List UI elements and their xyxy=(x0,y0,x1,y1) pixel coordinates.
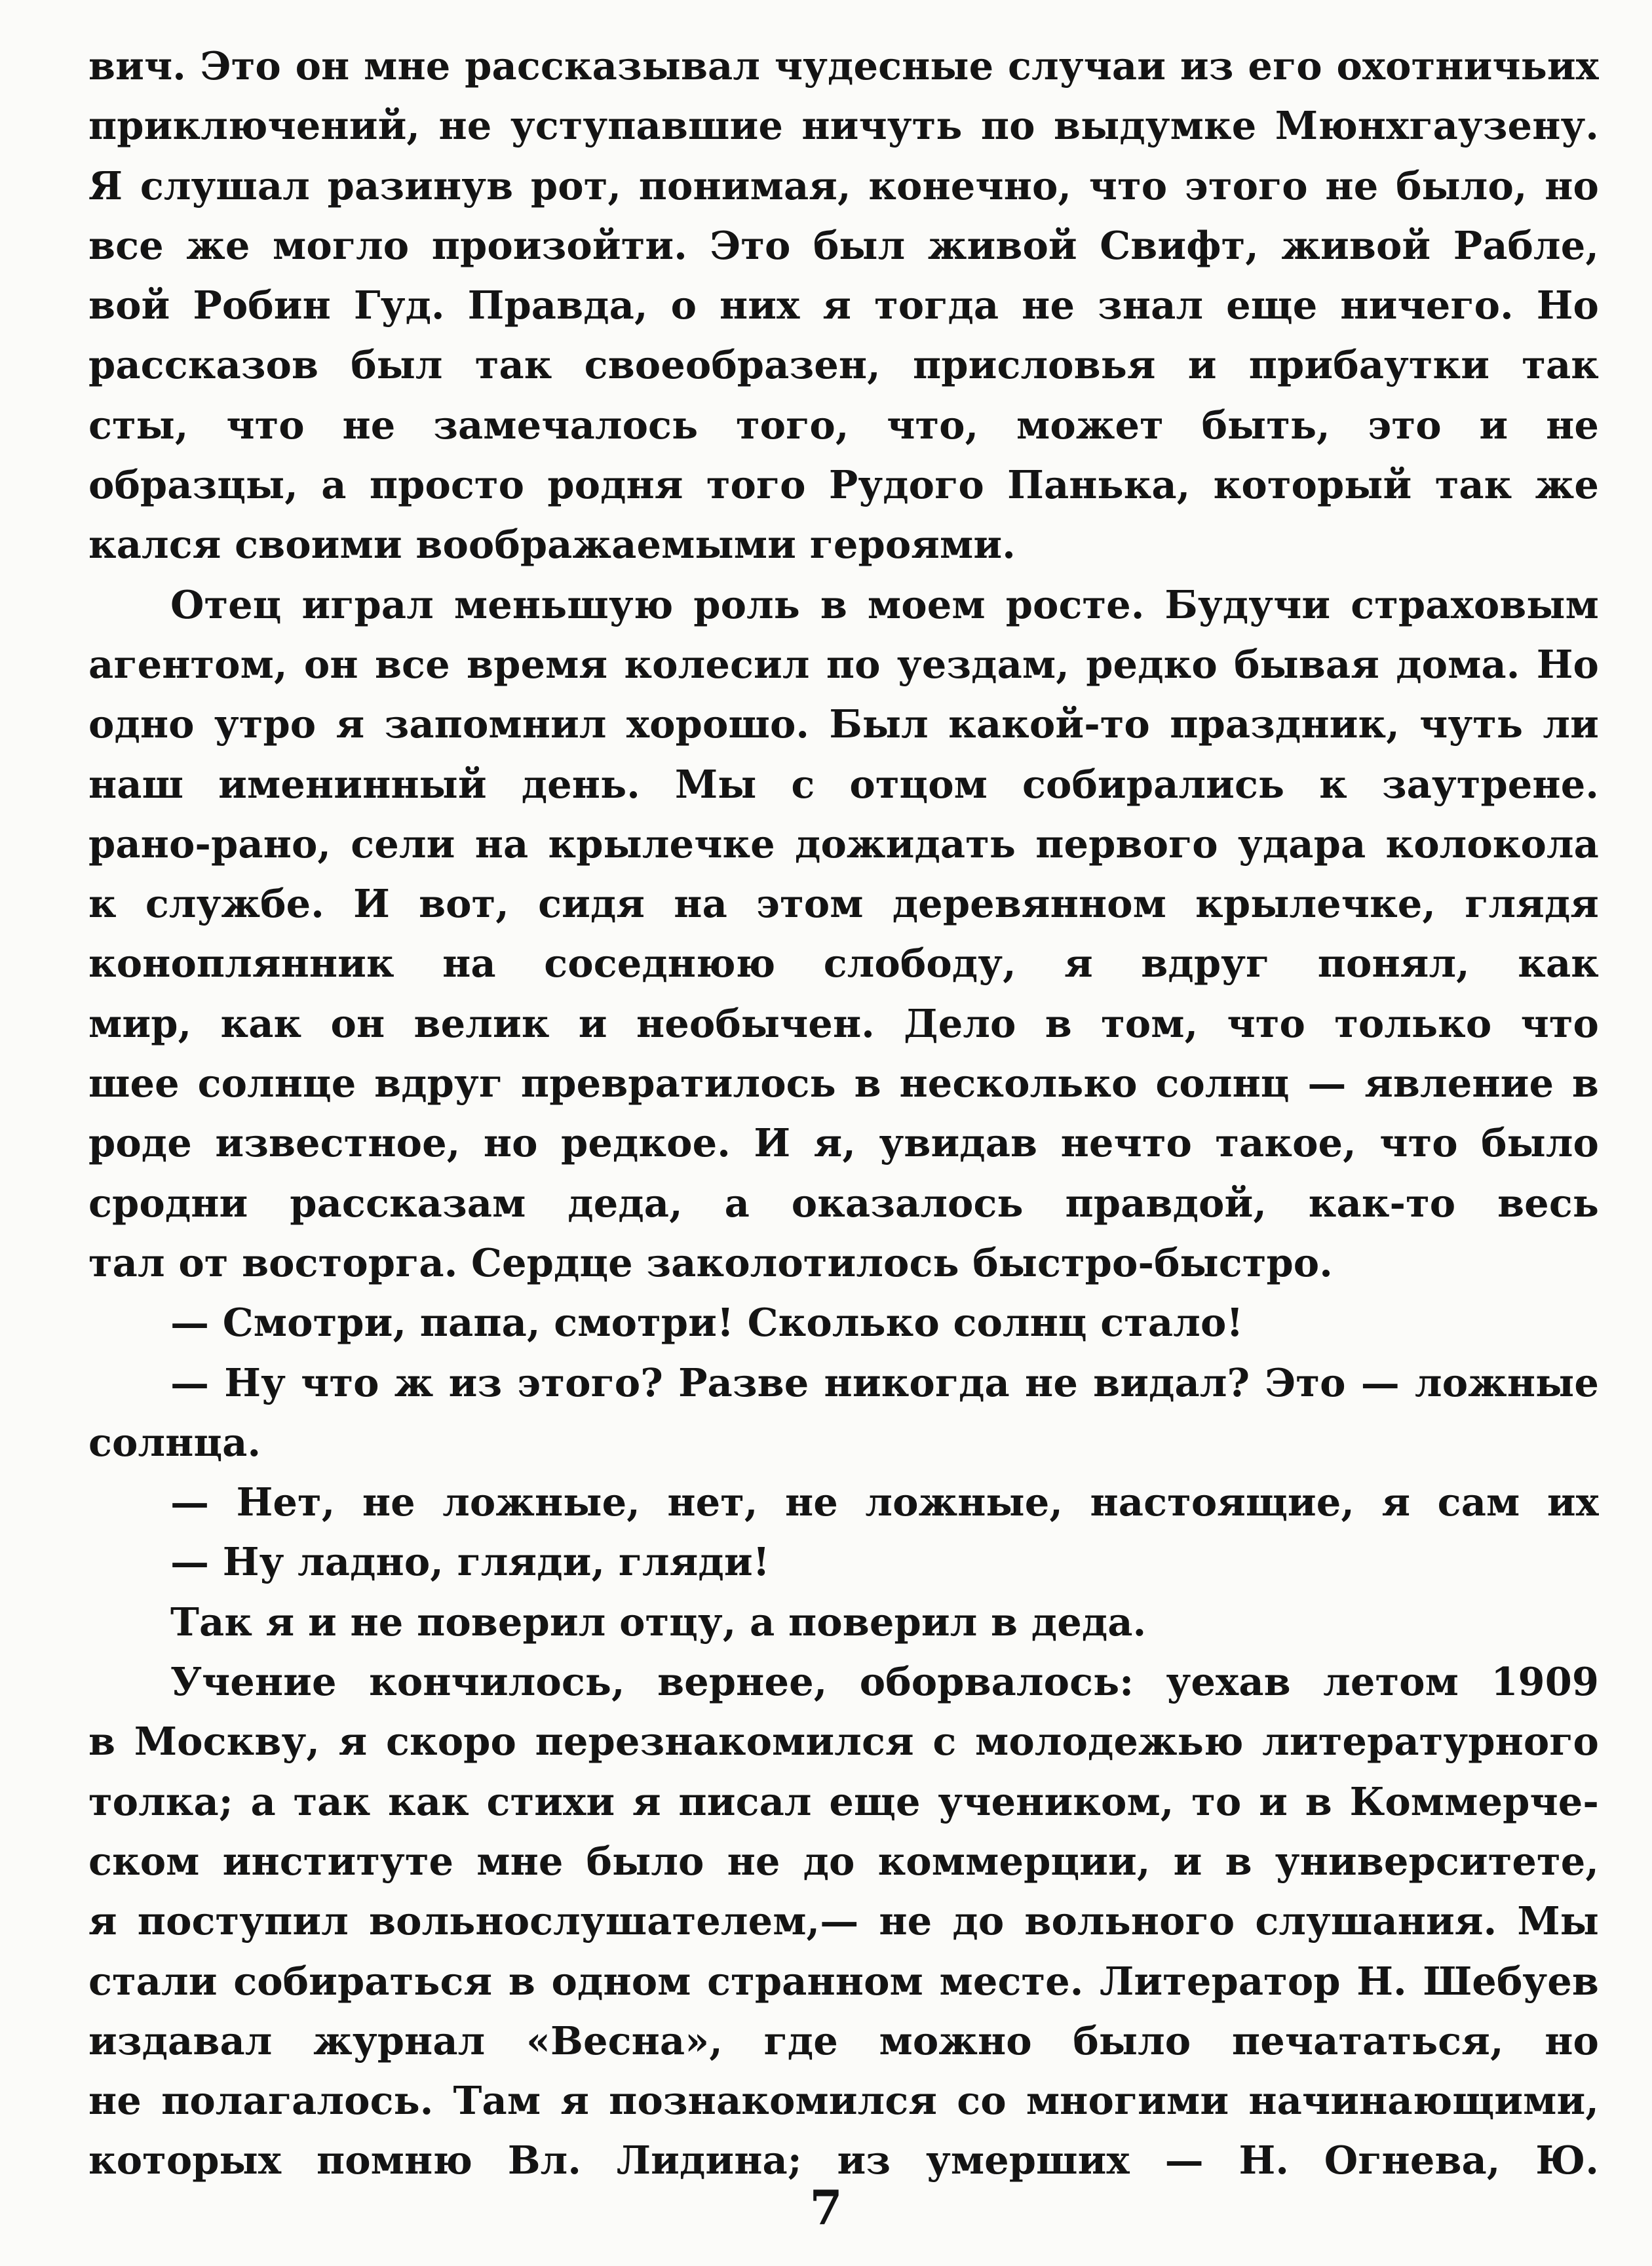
text-line: которых помню Вл. Лидина; из умерших — Н. Огнева, Ю. xyxy=(88,2138,1599,2183)
text-line: к службе. И вот, сидя на этом деревянном крылечке, глядя xyxy=(88,881,1599,927)
text-line: издавал журнал «Весна», где можно было печататься, но xyxy=(88,2018,1599,2063)
text-line: я поступил вольнослушателем,— не до вольного слушания. Мы xyxy=(88,1898,1599,1944)
text-line: солнца. xyxy=(88,1419,261,1465)
text-line: все же могло произойти. Это был живой Свифт, живой Рабле, xyxy=(88,222,1599,268)
text-line: — Ну ладно, гляди, гляди! xyxy=(170,1539,770,1585)
text-line: тал от восторга. Сердце заколотилось быстро-быстро. xyxy=(88,1240,1333,1285)
text-line: толка; а так как стихи я писал еще учеником, то и в Коммерче- xyxy=(88,1778,1599,1824)
text-line: наш именинный день. Мы с отцом собирались к заутрене. xyxy=(88,761,1599,807)
text-line: стали собираться в одном странном месте. Литератор Н. Шебуев xyxy=(88,1958,1599,2004)
text-line: рано-рано, сели на крылечке дожидать первого удара колокола xyxy=(88,821,1599,867)
body-text xyxy=(88,36,1599,2191)
text-line: образцы, а просто родня того Рудого Панька, который так же xyxy=(88,462,1599,508)
text-line: Учение кончилось, вернее, оборвалось: уехав летом 1909 xyxy=(170,1659,1599,1705)
text-line: Отец играл меньшую роль в моем росте. Будучи страховым xyxy=(170,581,1599,627)
text-line: — Смотри, папа, смотри! Сколько солнц стало! xyxy=(170,1300,1244,1346)
text-line: в Москву, я скоро перезнакомился с молодежью литературного xyxy=(88,1719,1599,1765)
text-line: шее солнце вдруг превратилось в несколько солнц — явление в xyxy=(88,1061,1599,1106)
text-line: вич. Это он мне рассказывал чудесные случаи из его охотничьих xyxy=(88,43,1599,88)
text-line: вой Робин Гуд. Правда, о них я тогда не знал еще ничего. Но xyxy=(88,283,1599,328)
text-line: кался своими воображаемыми героями. xyxy=(88,522,1016,568)
text-line: не полагалось. Там я познакомился со многими начинающими, xyxy=(88,2078,1599,2124)
text-line: одно утро я запомнил хорошо. Был какой-то праздник, чуть ли xyxy=(88,701,1599,747)
text-line: Я слушал разинув рот, понимая, конечно, что этого не было, но xyxy=(88,163,1599,208)
text-line: Так я и не поверил отцу, а поверил в деда. xyxy=(170,1599,1147,1645)
text-line: рассказов был так своеобразен, присловья и прибаутки так xyxy=(88,342,1599,388)
text-line: — Нет, не ложные, нет, не ложные, настоящие, я сам их xyxy=(170,1479,1599,1525)
page-number: 7 xyxy=(809,2179,843,2235)
text-line: сты, что не замечалось того, что, может быть, это и не xyxy=(88,402,1599,448)
text-line: коноплянник на соседнюю слободу, я вдруг понял, как xyxy=(88,941,1599,986)
text-line: мир, как он велик и необычен. Дело в том, что только что xyxy=(88,1000,1599,1046)
text-line: агентом, он все время колесил по уездам, редко бывая дома. Но xyxy=(88,641,1599,687)
text-line: приключений, не уступавшие ничуть по выдумке Мюнхгаузену. xyxy=(88,103,1599,149)
text-line: сродни рассказам деда, а оказалось правдой, как-то весь xyxy=(88,1180,1599,1226)
text-line: роде известное, но редкое. И я, увидав нечто такое, что было xyxy=(88,1120,1599,1166)
text-line: ском институте мне было не до коммерции, и в университете, xyxy=(88,1838,1599,1884)
text-line: — Ну что ж из этого? Разве никогда не видал? Это — ложные xyxy=(170,1359,1599,1405)
